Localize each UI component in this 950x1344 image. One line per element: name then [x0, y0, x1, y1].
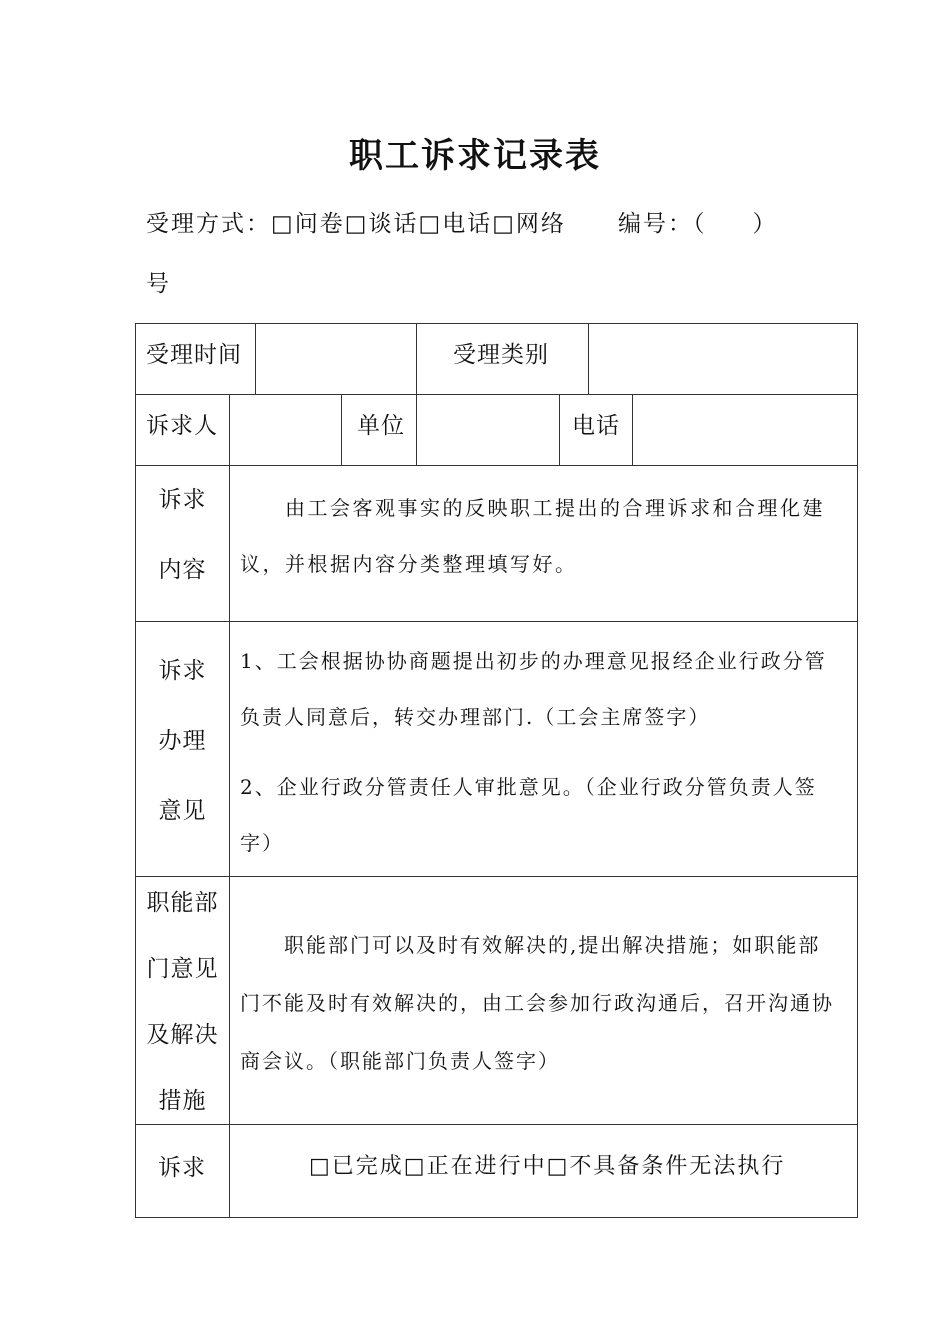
accept-time-label: 受理时间 [146, 342, 242, 368]
method-label: 受理方式： [146, 211, 271, 237]
content-label: 诉求 内容 [158, 487, 207, 583]
number-paren-open: （ [692, 211, 707, 237]
content-text: 由工会客观事实的反映职工提出的合理诉求和合理化建 议，并根据内容分类整理填写好。 [240, 496, 825, 576]
phone-label: 电话 [572, 413, 620, 439]
petitioner-label: 诉求人 [146, 413, 218, 439]
option-talk[interactable]: □谈话 [344, 211, 419, 237]
option-questionnaire[interactable]: □问卷 [271, 211, 345, 237]
accept-type-label: 受理类别 [453, 342, 549, 368]
dept-label: 职能部 门意见 及解决 措施 [146, 890, 219, 1114]
number-suffix: 号 [146, 271, 169, 297]
number-label: 编号： [617, 211, 693, 237]
number-paren-close: ） [752, 211, 778, 237]
page-title: 职工诉求记录表 [349, 136, 601, 176]
option-phone[interactable]: □电话 [418, 211, 493, 237]
status-label: 诉求 [158, 1155, 206, 1181]
status-options[interactable]: □已完成□正在进行中□不具备条件无法执行 [309, 1154, 786, 1179]
handling-text: 1、工会根据协协商题提出初步的办理意见报经企业行政分管 负责人同意后，转交办理部门.（工会主席签字） 2、企业行政分管责任人审批意见。（企业行政分管负责人签 字） [240, 649, 827, 855]
handling-label: 诉求 办理 意见 [158, 658, 207, 824]
unit-label: 单位 [357, 413, 405, 439]
dept-text: 职能部门可以及时有效解决的,提出解决措施；如职能部 门不能及时有效解决的，由工会参加行政沟通后，召开沟通协 商会议。（职能部门负责人签字） [240, 933, 834, 1073]
option-network[interactable]: □网络 [492, 211, 566, 237]
